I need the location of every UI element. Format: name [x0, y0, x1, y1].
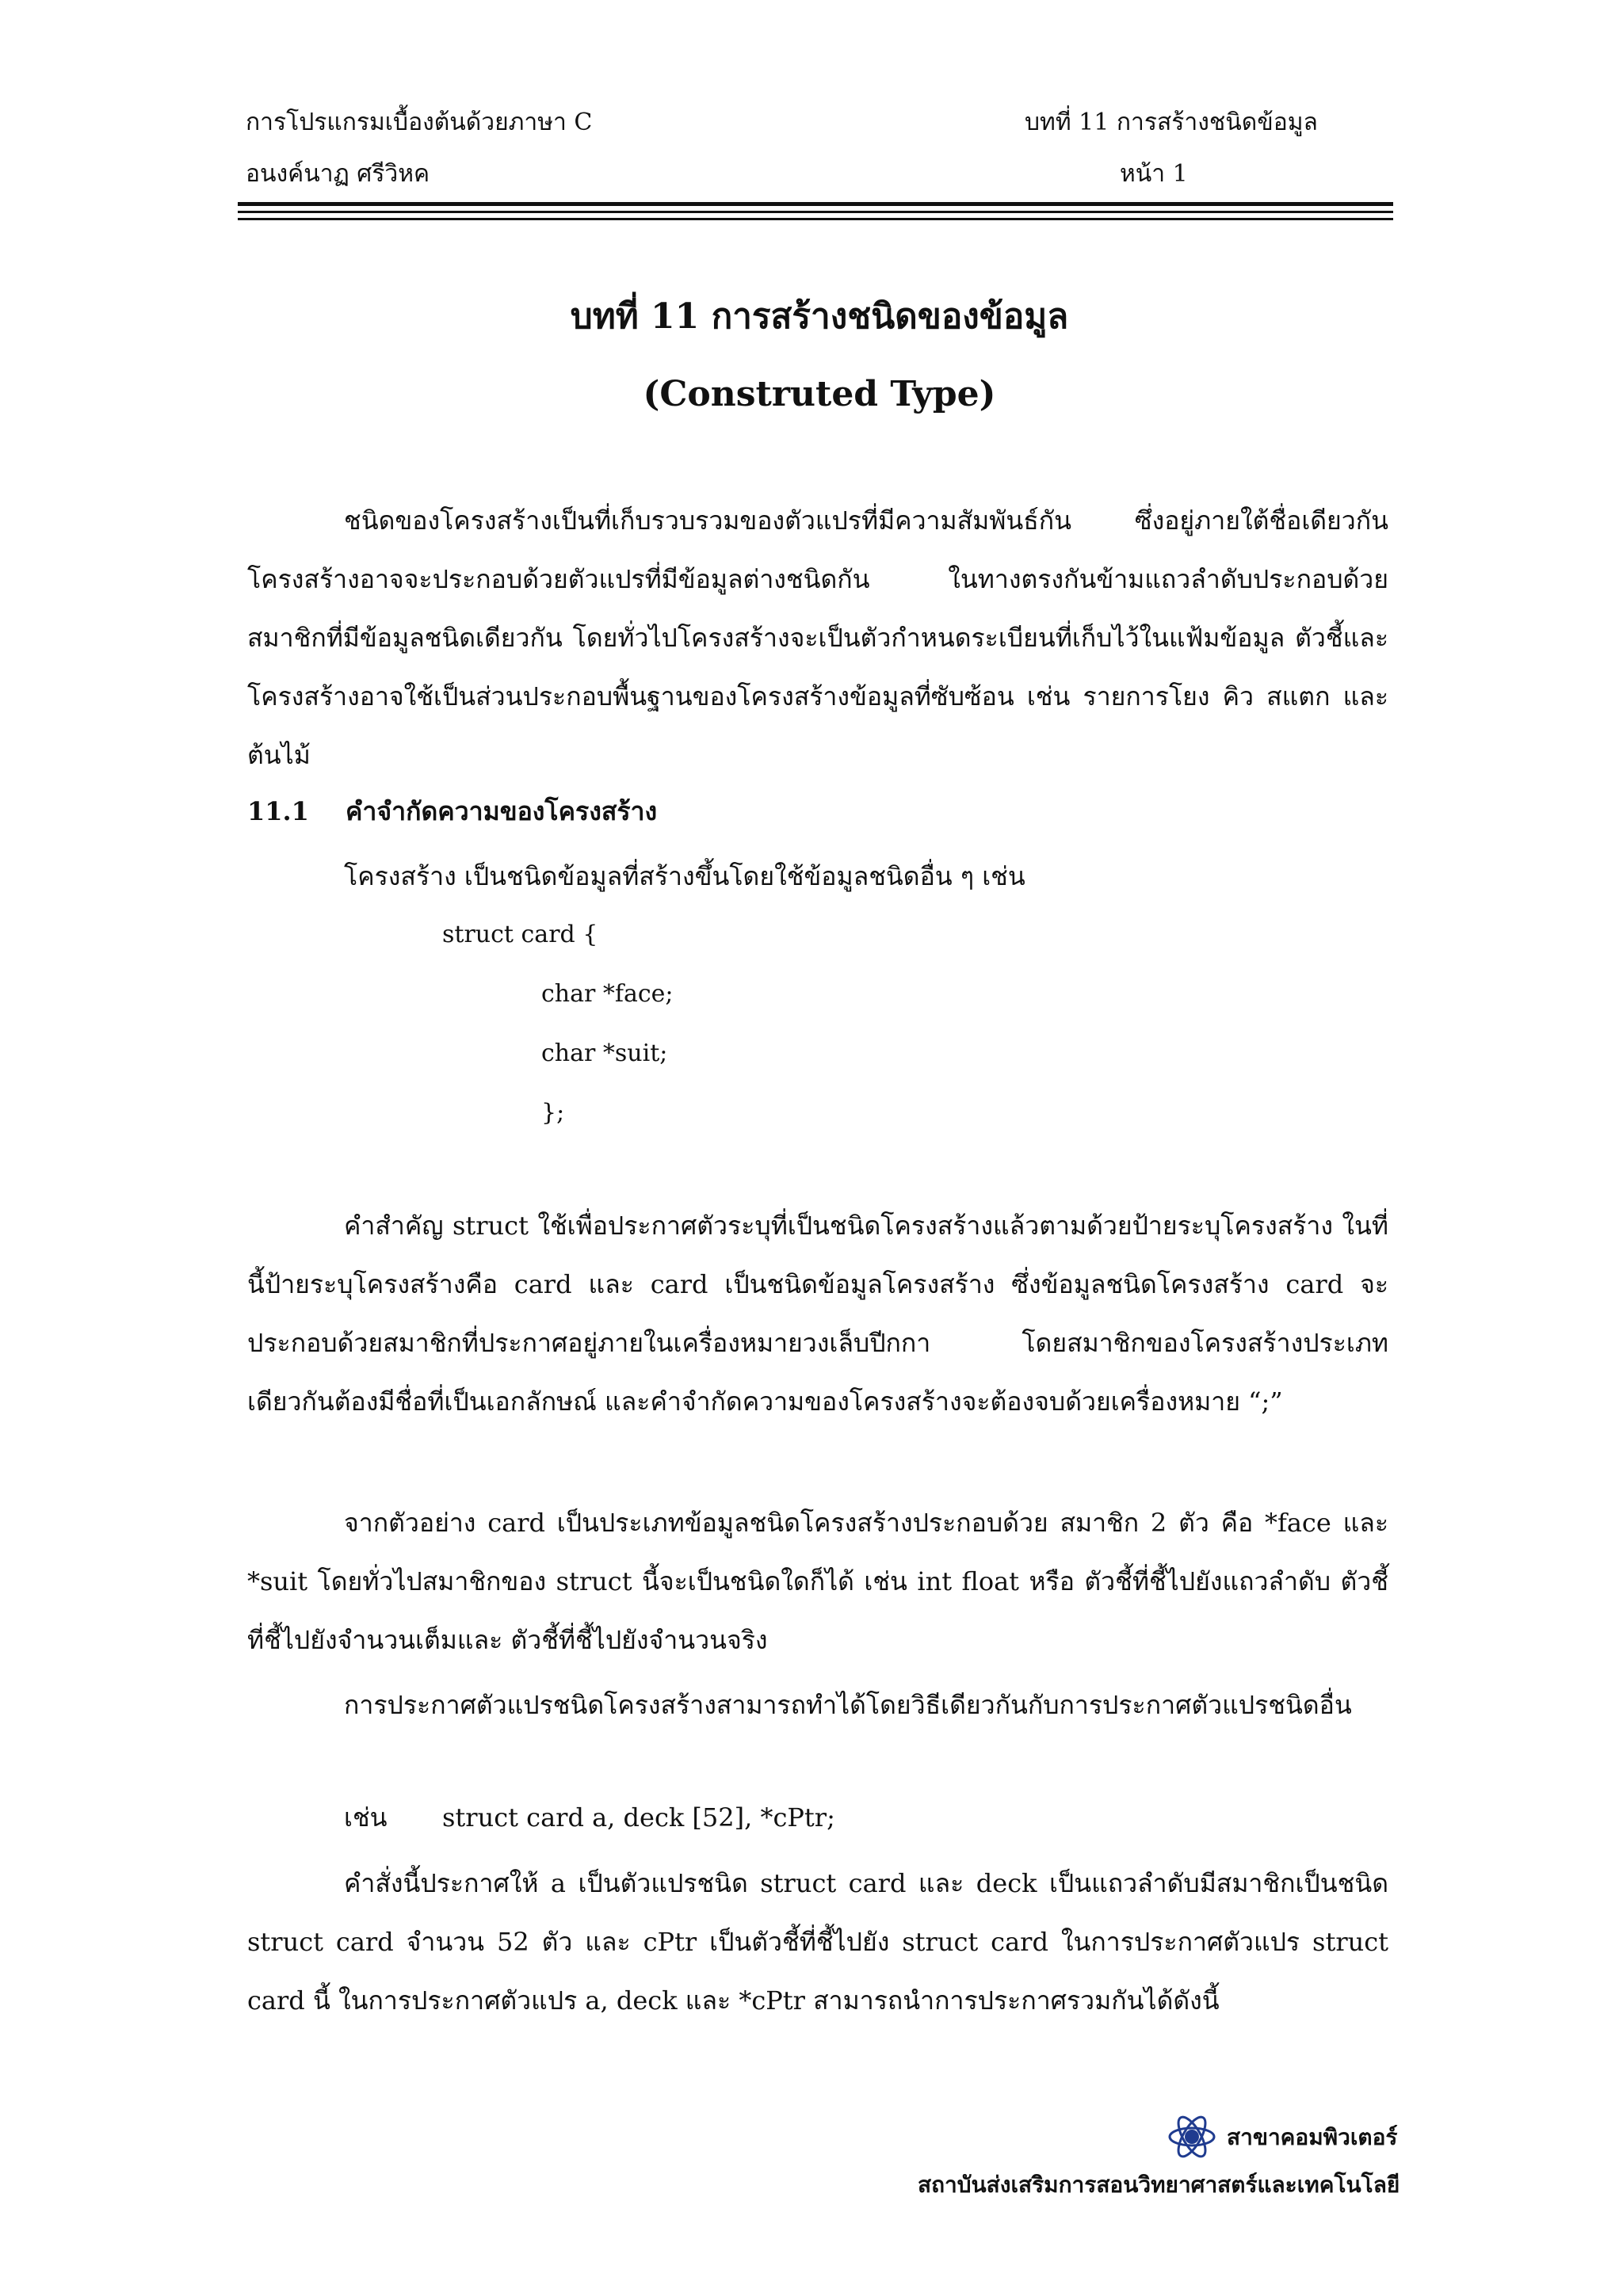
section-heading — [247, 792, 657, 830]
example-label: เช่น — [344, 1802, 388, 1833]
section-number: 11.1 — [247, 796, 309, 826]
institute-logo-icon — [1167, 2111, 1217, 2162]
header-author: อนงค์นาฏ ศรีวิหค — [246, 160, 430, 188]
header-chapter: บทที่ 11 การสร้างชนิดข้อมูล — [1025, 109, 1318, 136]
code-line: struct card { — [442, 921, 598, 948]
chapter-title: บทที่ 11 การสร้างชนิดของข้อมูล — [570, 296, 1069, 337]
intro-paragraph: ชนิดของโครงสร้างเป็นที่เก็บรวบรวมของตัวแปรที่มีความสัมพันธ์กัน ซึ่งอยู่ภายใต้ชื่อเดียวกัน โครงสร้างอาจจะประกอบด้วยตัวแปรที่มีข้อมูลต่างชนิดกัน ในทางตรงกันข้ามแถวลำดับประกอบด้วยสมาชิกที่มีข้อมูลชนิดเดียวกัน โดยทั่วไปโครงสร้างจะเป็นตัวกำหนดระเบียนที่เก็บไว้ในแฟ้มข้อมูล ตัวชี้และโครงสร้างอาจใช้เป็นส่วนประกอบพื้นฐานของโครงสร้างข้อมูลที่ซับซ้อน เช่น รายการโยง คิว สแตก และต้นไม้ — [247, 505, 1388, 770]
footer-institute: สถาบันส่งเสริมการสอนวิทยาศาสตร์และเทคโนโลยี — [918, 2172, 1400, 2198]
header-page-number: หน้า 1 — [1120, 160, 1188, 188]
final-paragraph: คำสั่งนี้ประกาศให้ a เป็นตัวแปรชนิด struct card และ deck เป็นแถวลำดับมีสมาชิกเป็นชนิด struct card จำนวน 52 ตัว และ cPtr เป็นตัวชี้ที่ชี้ไปยัง struct card ในการประกาศตัวแปร struct card นี้ ในการประกาศตัวแปร a, deck และ *cPtr สามารถนำการประกาศรวมกันได้ดังนี้ — [247, 1868, 1388, 2016]
header-divider — [238, 218, 1393, 220]
example-paragraph: จากตัวอย่าง card เป็นประเภทข้อมูลชนิดโครงสร้างประกอบด้วย สมาชิก 2 ตัว คือ *face และ *suit โดยทั่วไปสมาชิกของ struct นี้จะเป็นชนิดใดก็ได้ เช่น int float หรือ ตัวชี้ที่ชี้ไปยังแถวลำดับ ตัวชี้ที่ชี้ไปยังจำนวนเต็มและ ตัวชี้ที่ชี้ไปยังจำนวนจริง — [247, 1508, 1388, 1655]
example-code: struct card a, deck [52], *cPtr; — [442, 1802, 835, 1833]
code-line: char *suit; — [541, 1039, 668, 1067]
keyword-paragraph: คำสำคัญ struct ใช้เพื่อประกาศตัวระบุที่เป็นชนิดโครงสร้างแล้วตามด้วยป้ายระบุโครงสร้าง ในที่นี้ป้ายระบุโครงสร้างคือ card และ card เป็นชนิดข้อมูลโครงสร้าง ซึ่งข้อมูลชนิดโครงสร้าง card จะประกอบด้วยสมาชิกที่ประกาศอยู่ภายในเครื่องหมายวงเล็บปีกกา โดยสมาชิกของโครงสร้างประเภทเดียวกันต้องมีชื่อที่เป็นเอกลักษณ์ และคำจำกัดความของโครงสร้างจะต้องจบด้วยเครื่องหมาย “;” — [247, 1211, 1388, 1417]
example-declaration — [344, 1798, 835, 1836]
section-title: คำจำกัดความของโครงสร้าง — [346, 796, 658, 826]
chapter-subtitle: (Construted Type) — [643, 374, 996, 414]
header-divider — [238, 202, 1393, 206]
header-course-title: การโปรแกรมเบื้องต้นด้วยภาษา C — [246, 109, 593, 136]
footer-department: สาขาคอมพิวเตอร์ — [1227, 2124, 1398, 2150]
header-divider — [238, 211, 1393, 213]
section-lead: โครงสร้าง เป็นชนิดข้อมูลที่สร้างขึ้นโดยใช้ข้อมูลชนิดอื่น ๆ เช่น — [344, 861, 1025, 891]
code-line: char *face; — [541, 980, 674, 1008]
declare-paragraph: การประกาศตัวแปรชนิดโครงสร้างสามารถทำได้โดยวิธีเดียวกันกับการประกาศตัวแปรชนิดอื่น — [344, 1690, 1352, 1720]
code-line: }; — [541, 1099, 565, 1127]
